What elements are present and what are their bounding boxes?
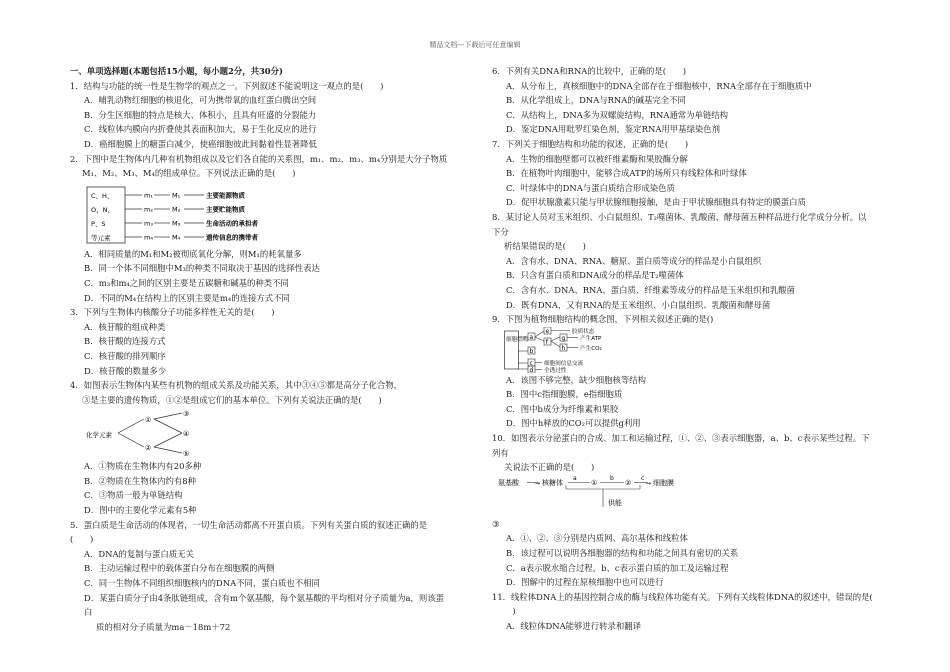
box-d: d	[529, 366, 534, 373]
q2-option-d: D．不同的M₄在结构上的区别主要是m₄的连接方式不同	[84, 292, 290, 303]
q9-option-c: C．图中b成分为纤维素和果胶	[506, 403, 619, 414]
function-label: 生命活动的承担者	[206, 219, 258, 228]
svg-text:→: →	[646, 479, 652, 487]
cell-membrane-label: 细胞膜	[653, 478, 674, 487]
section-title: 一、单项选择题(本题包括15小题，每小题2分，共30分)	[70, 66, 283, 76]
q10-option-a: A．①、②、③分别是内质网、高尔基体和线粒体	[506, 533, 688, 544]
page-header: 精品文档---下载后可任意编辑	[429, 41, 521, 49]
q5-option-c: C．同一生物体不同组织细胞核内的DNA不同，蛋白质也不相同	[84, 578, 320, 589]
q4-figure	[70, 407, 450, 459]
box-b: b	[529, 347, 534, 355]
q10-option-d: D．图解中的过程在原核细胞中也可以进行	[506, 577, 664, 588]
label-communication: 细胞间信息交流	[544, 360, 584, 367]
q2-row	[125, 218, 259, 227]
q11-option-a: A．线粒体DNA能够进行转录和翻译	[506, 621, 642, 631]
monomer-label: m₄	[144, 233, 153, 242]
cell-structure-root: 细胞结构	[506, 336, 529, 343]
label-colloid: 胶质状态	[572, 328, 595, 335]
box-f: f	[545, 338, 548, 346]
energy-supply-label: 供能	[608, 498, 622, 507]
monomer-label: m₂	[144, 205, 153, 214]
box-e: e	[545, 327, 550, 335]
q2-option-b: B．同一个体不同细胞中M₃的种类不同取决于基因的选择性表达	[84, 263, 320, 274]
polymer-label: M₂	[172, 205, 181, 214]
q6-option-a: A．从分布上，真核细胞中的DNA全部存在于细胞核中，RNA全部存在于细胞质中	[506, 80, 812, 91]
q8-option-a: A．含有水、DNA、RNA、糖原、蛋白质等成分的样品是小白鼠组织	[506, 255, 762, 266]
q8-option-d: D．既有DNA，又有RNA的是玉米组织、小白鼠组织、乳酸菌和酵母菌	[506, 299, 771, 310]
q6-stem: 6．下列有关DNA和RNA的比较中，正确的是( )	[492, 66, 687, 76]
q7-stem: 7．下列关于细胞结构和功能的叙述，正确的是( )	[492, 138, 689, 149]
q2-option-c: C．m₃和m₄之间的区别主要是五碳糖和碱基的种类不同	[84, 277, 289, 288]
q9-option-d: D．图中h释放的CO₂可以提供g利用	[506, 418, 641, 429]
q2-row	[125, 204, 246, 213]
function-label: 遗传信息的携带者	[206, 233, 258, 242]
q2-row	[125, 232, 259, 241]
box-h: h	[561, 344, 566, 352]
label-atp: 产生ATP	[580, 335, 602, 342]
q2-stem: 2．下图中是生物体内几种有机物组成以及它们各自能的关系图，m₁、m₂、m₃、m₄分别是大分子物质	[70, 153, 448, 164]
q1-stem: 1．结构与功能的统一性是生物学的观点之一。下列叙述不能说明这一观点的是( )	[70, 80, 384, 91]
q5-option-a: A．DNA的复制与蛋白质无关	[84, 548, 194, 559]
monomer-label: m₃	[144, 219, 153, 228]
q10-stem-cont: 关说法不正确的是( )	[504, 462, 595, 473]
q7-option-b: B．在植物叶肉细胞中，能够合成ATP的场所只有线粒体和叶绿体	[506, 168, 747, 179]
q4-diagram	[86, 407, 286, 459]
q10-flow-diagram	[498, 475, 738, 517]
q5-option-d: D．某蛋白质分子由4条肽链组成，含有m个氨基酸，每个氨基酸的平均相对分子质量为a，则该蛋白	[84, 592, 444, 618]
q9-option-b: B．图中c指细胞膜，e指细胞质	[506, 389, 623, 400]
ribosome-label: 核糖体	[542, 478, 563, 487]
organelle-2: ②	[625, 478, 632, 487]
q7-option-a: A．生物的细胞壁都可以被纤维素酶和果胶酶分解	[506, 153, 688, 164]
q8-stem-cont: 析结果错误的是( )	[504, 241, 586, 252]
node-1: ①	[145, 416, 152, 425]
q3-option-a: A．核苷酸的组成种类	[84, 321, 166, 332]
q1-option-a: A．哺乳动物红细胞的核退化，可为携带氧的血红蛋白腾出空间	[84, 95, 317, 106]
q4-option-a: A．①物质在生物体内有20多种	[84, 461, 202, 472]
q5-option-b: B．主动运输过程中的载体蛋白分布在细胞膜的两侧	[84, 563, 275, 574]
node-5: ⑤	[183, 450, 190, 459]
q11-stem-cont: )	[504, 606, 516, 617]
chemical-elements-label: 化学元素	[86, 431, 112, 440]
q3-stem: 3．下列与生物体内核酸分子功能多样性无关的是( )	[70, 307, 275, 318]
element-box-line: P、S	[91, 219, 106, 228]
q8-option-b: B．只含有蛋白质和DNA成分的样品是T₂噬菌体	[506, 270, 684, 281]
function-label: 主要贮能物质	[206, 205, 245, 214]
q9-figure	[492, 327, 874, 373]
q4-option-d: D．图中的主要化学元素有5种	[84, 505, 197, 516]
q8-option-c: C．含有水、DNA、RNA、蛋白质、纤维素等成分的样品是玉米组织和乳酸菌	[506, 284, 796, 295]
monomer-label: m₁	[144, 191, 153, 200]
left-column	[70, 64, 450, 634]
q5-option-d-cont: 质的相对分子质量为ma－18m＋72	[96, 621, 231, 632]
q5-stem: 5．蛋白质是生命活动的体现者，一切生命活动都离不开蛋白质。下列有关蛋白质的叙述正确的是( )	[70, 519, 428, 545]
q10-organelle-3: ③	[492, 518, 500, 529]
q2-stem-cont: M₁、M₂、M₃、M₄的组成单位。下列说法正确的是( )	[82, 168, 296, 179]
q1-option-c: C．线粒体内膜向内折叠使其表面积加大，易于生化反应的进行	[84, 124, 317, 135]
polymer-label: M₃	[172, 219, 181, 228]
q6-option-d: D．鉴定DNA用吡罗红染色剂，鉴定RNA用甲基绿染色剂	[506, 124, 720, 135]
q7-option-c: C．叶绿体中的DNA与蛋白质结合形成染色质	[506, 182, 675, 193]
q3-option-b: B．核苷酸的连接方式	[84, 336, 166, 347]
element-box-line: 等元素	[91, 233, 111, 242]
process-a: a	[573, 474, 577, 482]
organelle-1: ①	[591, 478, 598, 487]
amino-acid-label: 氨基酸	[498, 478, 519, 487]
q10-figure	[492, 475, 874, 517]
q7-option-d: D．促甲状腺激素只能与甲状腺细胞接触，是由于甲状腺细胞具有特定的膜蛋白质	[506, 197, 806, 208]
q1-option-b: B．分生区细胞的特点是核大、体积小，且具有旺盛的分裂能力	[84, 109, 317, 120]
node-3: ③	[183, 410, 190, 419]
polymer-label: M₁	[172, 191, 181, 200]
label-permeable: 全透过性	[544, 367, 567, 373]
q3-option-c: C．核苷酸的排列顺序	[84, 350, 166, 361]
q9-stem: 9．下图为植物细胞结构的概念图，下列相关叙述正确的是()	[492, 314, 714, 325]
q1-option-d: D．癌细胞膜上的糖蛋白减少，使癌细胞彼此间黏着性显著降低	[84, 138, 317, 149]
q11-stem: 11．线粒体DNA上的基因控制合成的酶与线粒体功能有关。下列有关线粒体DNA的叙述中，错误的是(	[492, 591, 873, 602]
box-c: c	[529, 359, 533, 367]
q10-option-b: B．该过程可以说明各细胞器的结构和功能之间具有密切的关系	[506, 548, 739, 559]
q2-diagram	[86, 183, 326, 249]
process-b: b	[610, 474, 614, 482]
right-column	[492, 64, 874, 634]
q6-option-c: C．从结构上，DNA多为双螺旋结构，RNA通常为单链结构	[506, 109, 729, 120]
element-box-line: C、H、	[91, 191, 114, 200]
q2-option-a: A．相同质量的M₁和M₂被彻底氧化分解，则M₁的耗氧量多	[84, 248, 302, 259]
label-co2: 产生CO₂	[580, 345, 602, 352]
node-4: ④	[183, 430, 190, 439]
process-c: c	[641, 474, 645, 482]
function-label: 主要能源物质	[206, 191, 245, 200]
q4-option-b: B．②物质在生物体内约有8种	[84, 475, 196, 486]
node-2: ②	[145, 444, 152, 453]
q4-option-c: C．③物质一般为单链结构	[84, 490, 183, 501]
q6-option-b: B．从化学组成上，DNA与RNA的碱基完全不同	[506, 95, 686, 106]
q10-stem: 10．如图表示分泌蛋白的合成、加工和运输过程，①、②、③表示细胞器，a、b、c表示某些过程。下列有	[492, 433, 870, 458]
q4-stem: 4．如图表示生物体内某些有机物的组成关系及功能关系，其中③④⑤都是高分子化合物，	[70, 380, 402, 391]
q9-option-a: A．该图不够完整，缺少细胞核等结构	[506, 374, 647, 385]
element-box-line: O、N、	[91, 205, 114, 214]
box-g: g	[561, 334, 566, 342]
q2-figure	[70, 181, 450, 247]
q3-option-d: D．核苷酸的数量多少	[84, 365, 167, 376]
q10-option-c: C．a表示脱水缩合过程，b、c表示蛋白质的加工及运输过程	[506, 562, 729, 573]
svg-text:→: →	[535, 479, 541, 487]
q4-stem-cont: ③是主要的遗传物质，①②是组成它们的基本单位。下列有关说法正确的是( )	[82, 394, 382, 405]
box-a: a	[529, 333, 534, 341]
q8-stem: 8．某讨论人员对玉米组织、小白鼠组织、T₂噬菌体、乳酸菌、酵母菌五种样品进行化学成分分析。以下分	[492, 211, 867, 237]
q9-concept-map	[504, 327, 704, 373]
polymer-label: M₄	[172, 233, 181, 242]
q2-row	[125, 190, 246, 199]
